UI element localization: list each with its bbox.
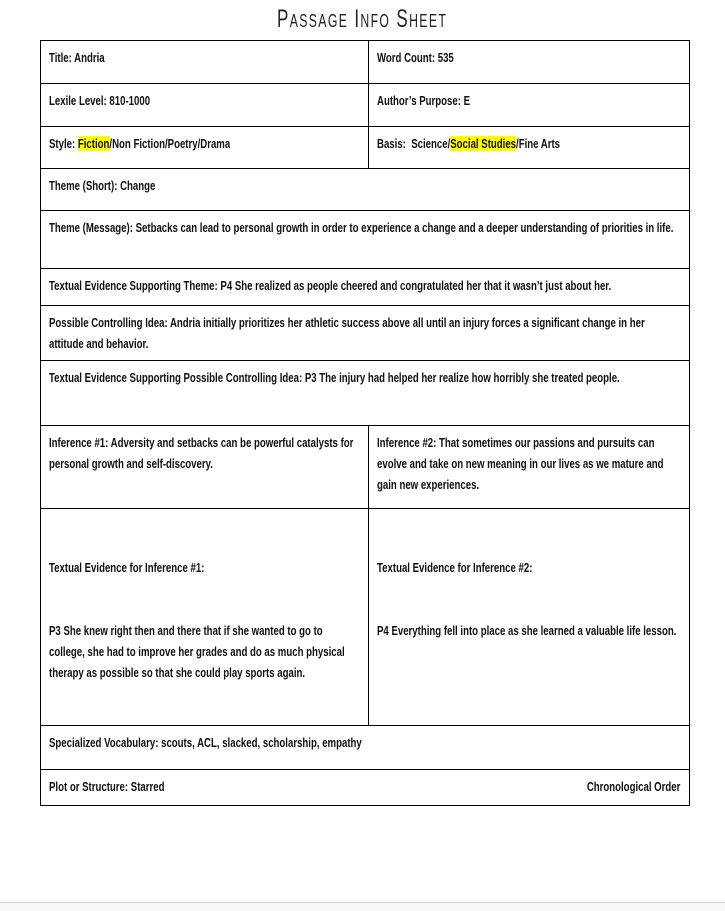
title-value: Title: Andria bbox=[49, 50, 105, 65]
cell-evidence-theme bbox=[41, 269, 690, 306]
table-row bbox=[41, 509, 690, 726]
evidence-inference-1 bbox=[49, 515, 360, 725]
table-row bbox=[41, 211, 690, 269]
evidence-controlling-idea-value: Textual Evidence Supporting Possible Controlling Idea: P3 The injury had helped her realize how horribly she treated people. bbox=[49, 370, 620, 385]
table-row bbox=[41, 127, 690, 169]
table-row bbox=[41, 306, 690, 361]
cell-specialized-vocabulary bbox=[41, 726, 690, 770]
plot-structure-line bbox=[49, 776, 725, 797]
cell-lexile-level bbox=[41, 84, 369, 127]
cell-word-count bbox=[369, 41, 690, 84]
cell-controlling-idea bbox=[41, 306, 690, 361]
cell-evidence-controlling-idea bbox=[41, 361, 690, 426]
table-row bbox=[41, 361, 690, 426]
page-title-text: Passage Info Sheet bbox=[277, 5, 448, 33]
page-title bbox=[0, 0, 725, 40]
basis-value bbox=[377, 133, 681, 154]
style-prefix: Style: bbox=[49, 136, 78, 151]
cell-style bbox=[41, 127, 369, 169]
table-row bbox=[41, 770, 690, 806]
inference-1-value: Inference #1: Adversity and setbacks can be powerful catalysts for personal growth and self-discovery. bbox=[49, 435, 357, 471]
evidence-theme-value: Textual Evidence Supporting Theme: P4 She realized as people cheered and congratulated her that it wasn’t just about her. bbox=[49, 278, 612, 293]
basis-prefix: Basis: Science/ bbox=[377, 136, 451, 151]
table-row bbox=[41, 84, 690, 127]
passage-info-table bbox=[40, 40, 690, 806]
cell-authors-purpose bbox=[369, 84, 690, 127]
cell-title bbox=[41, 41, 369, 84]
cell-inference-2 bbox=[369, 426, 690, 509]
cell-plot-structure bbox=[41, 770, 690, 806]
plot-structure-right: Chronological Order bbox=[586, 779, 681, 794]
inference-2-value: Inference #2: That sometimes our passions and pursuits can evolve and take on new meaning in our lives as we mature and gain new experiences. bbox=[377, 435, 667, 492]
style-value bbox=[49, 133, 360, 154]
theme-message-value: Theme (Message): Setbacks can lead to personal growth in order to experience a change and a deeper understanding of priorities in life. bbox=[49, 220, 674, 235]
authors-purpose-value: Author’s Purpose: E bbox=[377, 93, 471, 108]
table-row bbox=[41, 726, 690, 770]
table-row bbox=[41, 41, 690, 84]
cell-inference-1 bbox=[41, 426, 369, 509]
cell-evidence-inference-1 bbox=[41, 509, 369, 726]
evidence-inference-2 bbox=[377, 515, 681, 683]
evidence-inference-2-label: Textual Evidence for Inference #2: bbox=[377, 560, 533, 575]
table-row bbox=[41, 169, 690, 211]
evidence-inference-1-text: P3 She knew right then and there that if she wanted to go to college, she had to improve her grades and do as much physical therapy as possible so that she could play sports again. bbox=[49, 623, 348, 680]
specialized-vocabulary-value: Specialized Vocabulary: scouts, ACL, slacked, scholarship, empathy bbox=[49, 735, 362, 750]
cell-basis bbox=[369, 127, 690, 169]
word-count-value: Word Count: 535 bbox=[377, 50, 454, 65]
controlling-idea-value: Possible Controlling Idea: Andria initially prioritizes her athletic success above all until an injury forces a significant change in her attitude and behavior. bbox=[49, 315, 648, 351]
page-bottom-edge bbox=[0, 902, 725, 911]
basis-suffix: /Fine Arts bbox=[516, 136, 561, 151]
basis-highlight: Social Studies bbox=[450, 136, 517, 151]
plot-structure-left: Plot or Structure: Starred bbox=[49, 779, 165, 794]
style-suffix: /Non Fiction/Poetry/Drama bbox=[109, 136, 231, 151]
lexile-level-value: Lexile Level: 810-1000 bbox=[49, 93, 151, 108]
table-row bbox=[41, 269, 690, 306]
theme-short-value: Theme (Short): Change bbox=[49, 178, 156, 193]
cell-theme-short bbox=[41, 169, 690, 211]
style-highlight: Fiction bbox=[77, 136, 110, 151]
cell-theme-message bbox=[41, 211, 690, 269]
cell-evidence-inference-2 bbox=[369, 509, 690, 726]
evidence-inference-2-text: P4 Everything fell into place as she learned a valuable life lesson. bbox=[377, 623, 677, 638]
table-row bbox=[41, 426, 690, 509]
evidence-inference-1-label: Textual Evidence for Inference #1: bbox=[49, 560, 205, 575]
